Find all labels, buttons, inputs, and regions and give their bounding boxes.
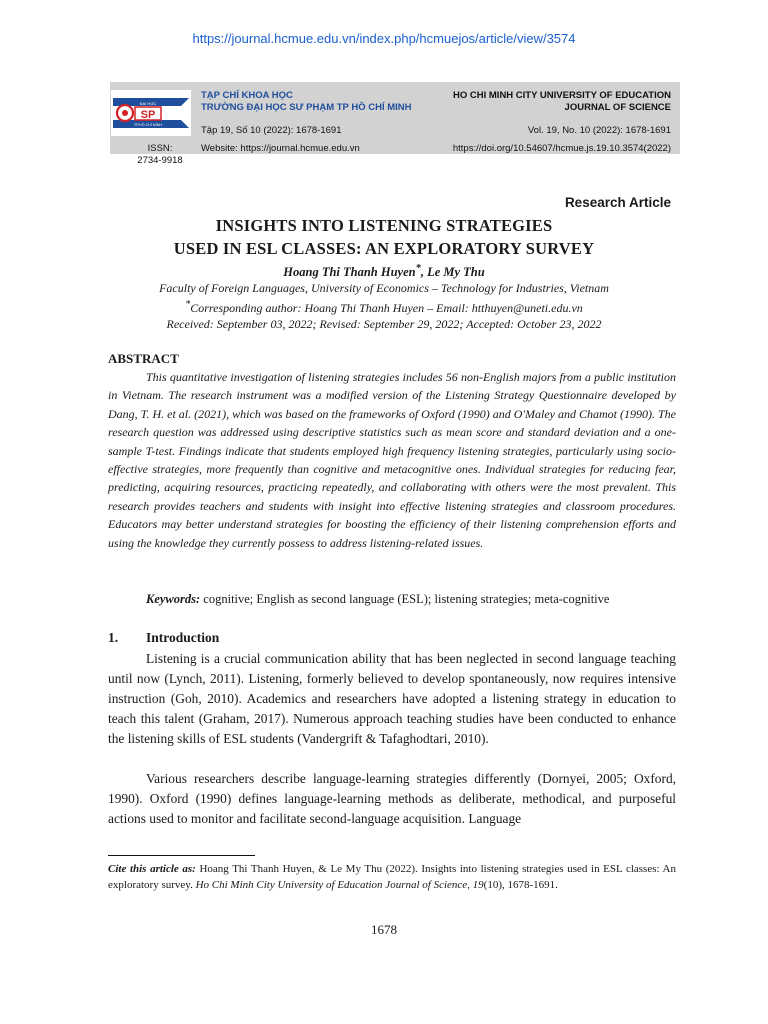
article-title-line-1: INSIGHTS INTO LISTENING STRATEGIES — [215, 216, 553, 235]
keywords-label: Keywords: — [146, 592, 201, 606]
issn-block — [130, 143, 190, 167]
affiliation: Faculty of Foreign Languages, University of Economics – Technology for Industries, Vietnam — [159, 281, 609, 295]
abstract-heading: ABSTRACT — [108, 351, 179, 366]
abstract-text: This quantitative investigation of listening strategies includes 56 non-English majors from a public institution in Vietnam. The research instrument was a modified version of the Listening Strategy Questionnaire developed by Dang, T. H. et al. (2021), which was based on the frameworks of Oxford (1990) and O'Maley and Chamot (1990). The research question was addressed using descriptive statistics such as mean score and standard deviation and a one-sample T-test. Findings indicate that students employed high frequency listening strategies, particularly using socio-effective strategies, more frequently than cognitive and metacognitive ones. Individual strategies for reducing fear, predicting, acquiring resources, practicing repeatedly, and collaborating with others were the most prevalent. This research provides teachers and students with insight into effective listening strategies and classroom procedures. Educators may better understand strategies for boosting the efficiency of their listening comprehension efforts and using the knowledge they currently possess to address listening-related issues. — [108, 370, 676, 550]
cite-text-2: (10), 1678-1691. — [483, 879, 558, 891]
logo-main-text: SP — [140, 109, 156, 121]
corresponding-mark: * — [185, 299, 191, 310]
article-type-label: Research Article — [564, 195, 671, 210]
keywords-line — [108, 590, 676, 608]
cite-text-1: Hoang Thi Thanh Huyen, & Le My Thu (2022). Insights into listening strategies used in ESL classes: An exploratory survey. — [108, 863, 676, 891]
author-list — [0, 263, 768, 280]
logo-bottom-text: TP.HỒ CHÍ MINH — [134, 123, 162, 127]
author-primary: Hoang Thi Thanh Huyen — [283, 265, 416, 280]
logo-top-text: ĐẠI HỌC — [139, 101, 157, 106]
doi-link[interactable]: https://doi.org/10.54607/hcmue.js.19.10.3574(2022) — [452, 143, 671, 154]
hcmue-logo-icon — [111, 90, 191, 136]
cite-journal: Ho Chi Minh City University of Education Journal of Science, 19 — [195, 879, 484, 891]
source-url[interactable]: https://journal.hcmue.edu.vn/index.php/hcmuejos/article/view/3574 — [192, 31, 576, 46]
corresponding-author — [0, 299, 768, 316]
vn-volume-info: Tập 19, Số 10 (2022): 1678-1691 — [201, 125, 342, 136]
intro-paragraph-1: Listening is a crucial communication ability that has been neglected in second language teaching until now (Lynch, 2011). Listening, formerly believed to develop spontaneously, now requires intensive instruction (Goh, 2010). Academics and researchers have adopted a listening strategy in education to teach this talent (Graham, 2017). Numerous approach teaching studies have been conducted to enhance the listening skills of ESL students (Vandergrift & Tafaghodtari, 2010). — [108, 651, 676, 746]
cite-label: Cite this article as: — [108, 863, 196, 875]
journal-website[interactable]: Website: https://journal.hcmue.edu.vn — [201, 143, 360, 154]
en-journal-title-1: HO CHI MINH CITY UNIVERSITY OF EDUCATION — [453, 90, 671, 101]
corresponding-text: Corresponding author: Hoang Thi Thanh Huyen – Email: htthuyen@uneti.edu.vn — [190, 301, 583, 315]
en-volume-info: Vol. 19, No. 10 (2022): 1678-1691 — [527, 125, 671, 136]
article-title-line-2: USED IN ESL CLASSES: AN EXPLORATORY SURVEY — [173, 239, 595, 258]
issn-label: ISSN: — [147, 143, 173, 154]
keywords-text: cognitive; English as second language (ESL); listening strategies; meta-cognitive — [200, 592, 610, 606]
intro-paragraph-2: Various researchers describe language-learning strategies differently (Dornyei, 2005; Oxford, 1990). Oxford (1990) defines language-learning methods as deliberate, methodical, and purposeful actions used to monitor and facilitate second-language acquisition. Language — [108, 771, 676, 826]
author-corresponding-mark: * — [415, 263, 421, 274]
intro-heading: Introduction — [146, 630, 220, 645]
en-journal-title-2: JOURNAL OF SCIENCE — [564, 102, 671, 113]
issn-value: 2734-9918 — [137, 155, 183, 166]
author-secondary: , Le My Thu — [420, 265, 485, 280]
intro-number: 1. — [108, 630, 119, 645]
vn-journal-title-2: TRƯỜNG ĐẠI HỌC SƯ PHẠM TP HỒ CHÍ MINH — [201, 102, 412, 113]
page-number: 1678 — [371, 922, 397, 937]
vn-journal-title-1: TẠP CHÍ KHOA HỌC — [201, 90, 293, 101]
submission-dates: Received: September 03, 2022; Revised: September 29, 2022; Accepted: October 23, 2022 — [166, 317, 602, 331]
footnote-rule — [108, 855, 255, 856]
citation-note — [108, 861, 676, 893]
